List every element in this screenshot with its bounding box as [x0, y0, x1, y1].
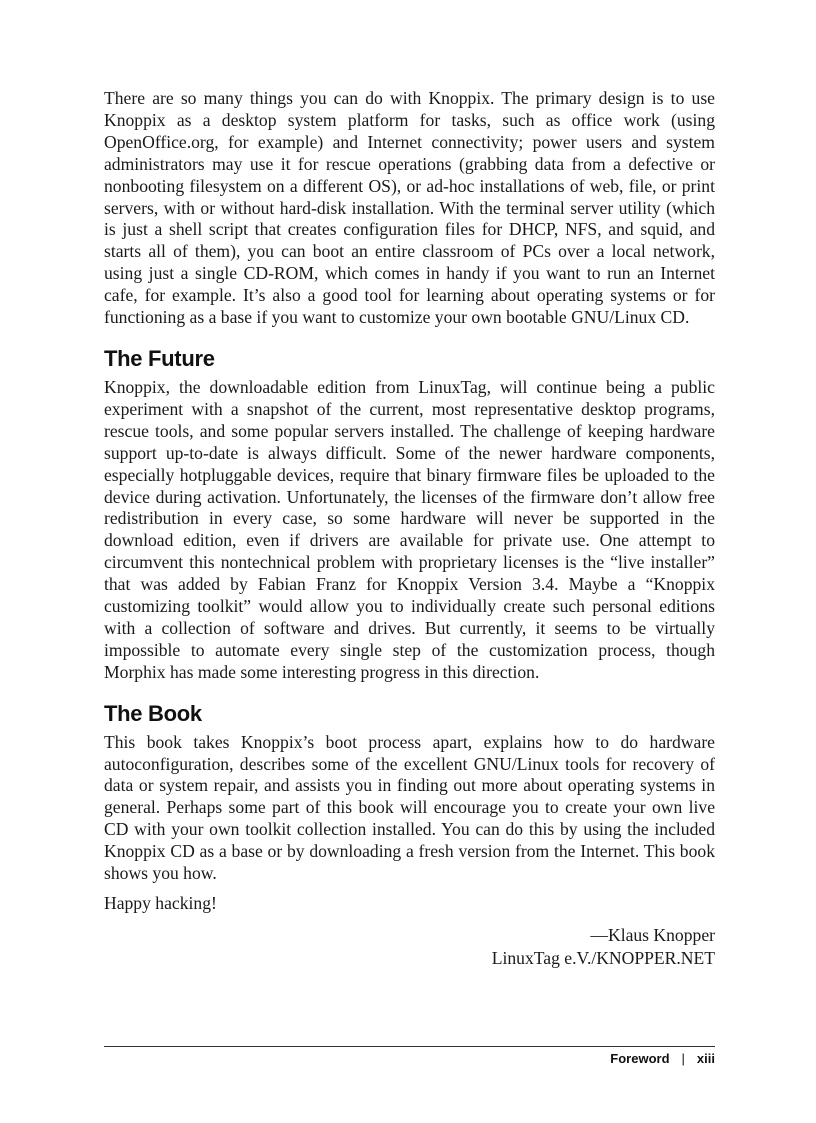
signature-affiliation: LinuxTag e.V./KNOPPER.NET: [491, 947, 715, 968]
closing-line: Happy hacking!: [104, 893, 217, 913]
future-paragraph: Knoppix, the downloadable edition from LinuxTag, will continue being a public experiment with a snapshot of the current, most representative desktop programs, rescue tools, and some popular servers installed. The challenge of keeping hardware support up-to-date is always difficult. Some of the newer hardware components, especially hotpluggable devices, require that binary firmware files be uploaded to the device during activation. Unfortunately, the licenses of the firmware don’t allow free redistribution in every case, so some hardware will never be supported in the download edition, even if drivers are available for private use. One attempt to circumvent this nontechnical problem with proprietary licenses is the “live installer” that was added by Fabian Franz for Knoppix Version 3.4. Maybe a “Knoppix customizing toolkit” would allow you to individually create such personal editions with a collection of software and drives. But currently, it seems to be virtually impossible to automate every single step of the customization process, though Morphix has made some interesting progress in this direction.: [104, 376, 715, 682]
footer-separator: |: [681, 1051, 685, 1066]
footer-section-label: Foreword: [610, 1051, 670, 1066]
footer-divider: [104, 1046, 715, 1047]
future-heading: The Future: [104, 345, 215, 371]
page-footer: [104, 1050, 715, 1068]
page-number: xiii: [696, 1051, 715, 1066]
intro-paragraph: There are so many things you can do with Knoppix. The primary design is to use Knoppix as a desktop system platform for tasks, such as office work (using OpenOffice.org, for example) and Internet connectivity; power users and system administrators may use it for rescue operations (grabbing data from a defective or nonbooting filesystem on a different OS), or ad-hoc installations of web, file, or print servers, with or without hard-disk installation. With the terminal server utility (which is just a shell script that creates configuration files for DHCP, NFS, and squid, and starts all of them), you can boot an entire classroom of PCs over a local network, using just a single CD-ROM, which comes in handy if you want to run an Internet cafe, for example. It’s also a good tool for learning about operating systems or for functioning as a base if you want to customize your own bootable GNU/Linux CD.: [104, 88, 715, 328]
book-paragraph: This book takes Knoppix’s boot process apart, explains how to do hardware autoconfiguration, describes some of the excellent GNU/Linux tools for recovery of data or system repair, and assists you in finding out more about operating systems in general. Perhaps some part of this book will encourage you to create your own live CD with your own toolkit collection installed. You can do this by using the included Knoppix CD as a base or by downloading a fresh version from the Internet. This book shows you how.: [104, 731, 715, 884]
book-heading: The Book: [104, 700, 202, 726]
signature-name: —Klaus Knopper: [590, 924, 715, 945]
signature-block: [104, 924, 715, 970]
page-content: [104, 88, 715, 970]
